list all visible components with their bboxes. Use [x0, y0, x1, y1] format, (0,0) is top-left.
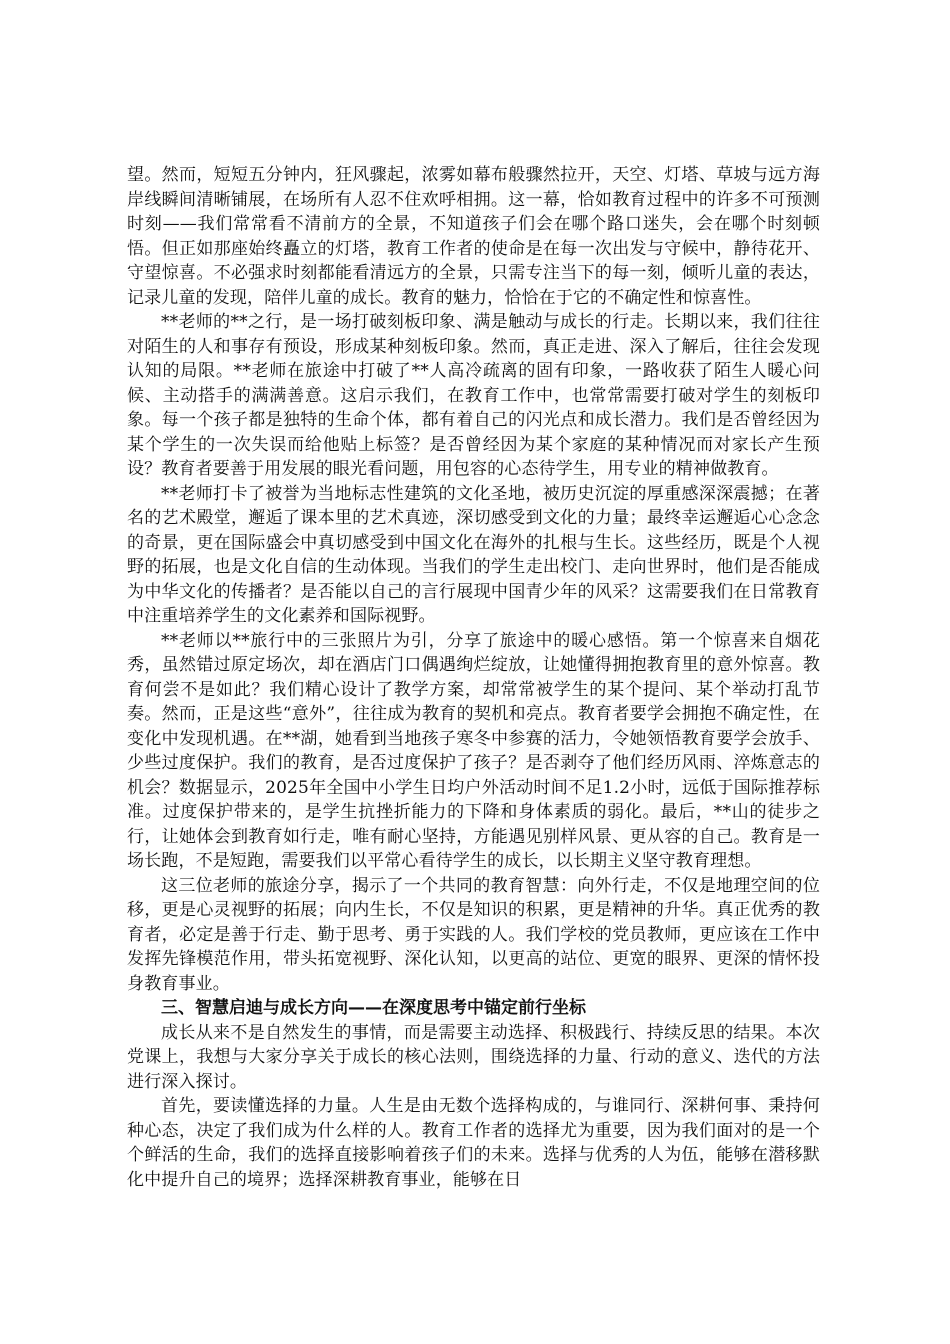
- paragraph-summary: 这三位老师的旅途分享，揭示了一个共同的教育智慧：向外行走，不仅是地理空间的位移，更是心灵视野的拓展；向内生长，不仅是知识的积累，更是精神的升华。真正优秀的教育者，必定是善于行走、勤于思考、勇于实践的人。我们学校的党员教师，更应该在工作中发挥先锋模范作用，带头拓宽视野、深化认知，以更高的站位、更宽的眼界、更深的情怀投身教育事业。: [127, 875, 820, 994]
- document-page: [127, 163, 820, 1192]
- paragraph-stereotype: **老师的**之行，是一场打破刻板印象、满是触动与成长的行走。长期以来，我们往往对陌生的人和事存有预设，形成某种刻板印象。然而，真正走进、深入了解后，往往会发现认知的局限。**老师在旅途中打破了**人高冷疏离的固有印象，一路收获了陌生人暖心问候、主动搭手的满满善意。这启示我们，在教育工作中，也常常需要打破对学生的刻板印象。每一个孩子都是独特的生命个体，都有着自己的闪光点和成长潜力。我们是否曾经因为某个学生的一次失误而给他贴上标签？是否曾经因为某个家庭的某种情况而对家长产生预设？教育者要善于用发展的眼光看问题，用包容的心态待学生，用专业的精神做教育。: [127, 312, 820, 479]
- paragraph-three-photos: **老师以**旅行中的三张照片为引，分享了旅途中的暖心感悟。第一个惊喜来自烟花秀，虽然错过原定场次，却在酒店门口偶遇绚烂绽放，让她懂得拥抱教育里的意外惊喜。教育何尝不是如此？我们精心设计了教学方案，却常常被学生的某个提问、某个举动打乱节奏。然而，正是这些“意外”，往往成为教育的契机和亮点。教育者要学会拥抱不确定性，在变化中发现机遇。在**湖，她看到当地孩子寒冬中参赛的活力，令她领悟教育要学会放手、少些过度保护。我们的教育，是否过度保护了孩子？是否剥夺了他们经历风雨、淬炼意志的机会？数据显示，2025年全国中小学生日均户外活动时间不足1.2小时，远低于国际推荐标准。过度保护带来的，是学生抗挫折能力的下降和身体素质的弱化。最后，**山的徒步之行，让她体会到教育如行走，唯有耐心坚持，方能遇见别样风景、更从容的自己。教育是一场长跑，不是短跑，需要我们以平常心看待学生的成长，以长期主义坚守教育理想。: [127, 630, 820, 871]
- paragraph-growth-intro: 成长从来不是自然发生的事情，而是需要主动选择、积极践行、持续反思的结果。本次党课上，我想与大家分享关于成长的核心法则，围绕选择的力量、行动的意义、迭代的方法进行深入探讨。: [127, 1022, 820, 1092]
- paragraph-culture: **老师打卡了被誉为当地标志性建筑的文化圣地，被历史沉淀的厚重感深深震撼；在著名的艺术殿堂，邂逅了课本里的艺术真迹，深切感受到文化的力量；最终幸运邂逅心心念念的奇景，更在国际盛会中真切感受到中国文化在海外的扎根与生长。这些经历，既是个人视野的拓展，也是文化自信的生动体现。当我们的学生走出校门、走向世界时，他们是否能成为中华文化的传播者？是否能以自己的言行展现中国青少年的风采？这需要我们在日常教育中注重培养学生的文化素养和国际视野。: [127, 483, 820, 626]
- paragraph-continuation: 望。然而，短短五分钟内，狂风骤起，浓雾如幕布般骤然拉开，天空、灯塔、草坡与远方海岸线瞬间清晰铺展，在场所有人忍不住欢呼相拥。这一幕，恰如教育过程中的许多不可预测时刻——我们常常看不清前方的全景，不知道孩子们会在哪个路口迷失，会在哪个时刻顿悟。但正如那座始终矗立的灯塔，教育工作者的使命是在每一次出发与守候中，静待花开、守望惊喜。不必强求时刻都能看清远方的全景，只需专注当下的每一刻，倾听儿童的表达，记录儿童的发现，陪伴儿童的成长。教育的魅力，恰恰在于它的不确定性和惊喜性。: [127, 165, 820, 308]
- section-heading: 三、智慧启迪与成长方向——在深度思考中锚定前行坐标: [161, 998, 586, 1018]
- paragraph-choice: 首先，要读懂选择的力量。人生是由无数个选择构成的，与谁同行、深耕何事、秉持何种心态，决定了我们成为什么样的人。教育工作者的选择尤为重要，因为我们面对的是一个个鲜活的生命，我们的选择直接影响着孩子们的未来。选择与优秀的人为伍，能够在潜移默化中提升自己的境界；选择深耕教育事业，能够在日: [127, 1096, 820, 1190]
